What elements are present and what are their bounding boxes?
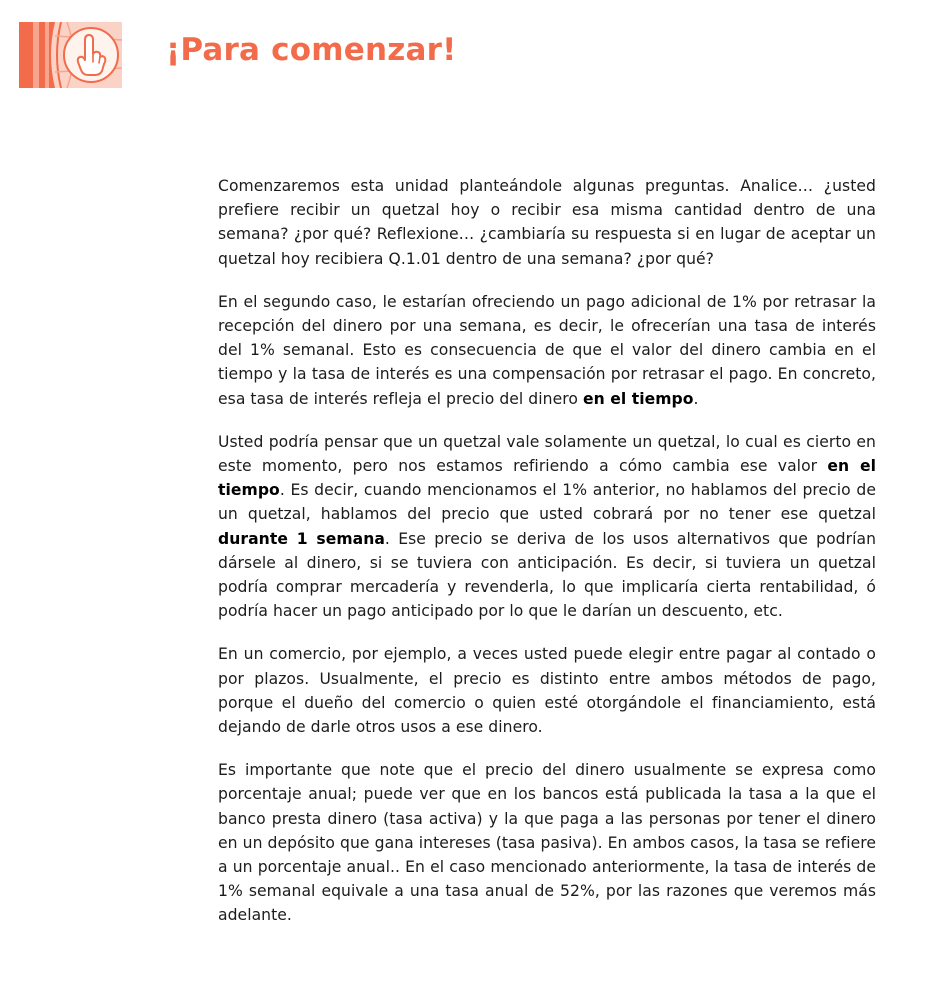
- text-run: . Ese precio se deriva de los usos alternativos que podrían dársele al dinero, si se tuviera con anticipación. Es decir, si tuviera un quetzal podría comprar mercadería y revenderla, lo que implicaría cierta rentabilidad, ó podría hacer un pago anticipado por lo que le darían un descuento, etc.: [218, 529, 877, 621]
- text-run: . Es decir, cuando mencionamos el 1% anterior, no hablamos del precio de un quetzal, hablamos del precio que usted cobrará por no tener ese quetzal: [218, 481, 876, 524]
- text-run: Es importante que note que el precio del dinero usualmente se expresa como porcentaje anual; puede ver que en los bancos está publicada la tasa a la que el banco presta dinero (tasa activa) y la que paga a las personas por tener el dinero en un depósito que gana intereses (tasa pasiva). En ambos casos, la tasa se refiere a un porcentaje anual.. En el caso mencionado anteriormente, la tasa de interés de 1% semanal equivale a una tasa anual de 52%, por las razones que veremos más adelante.: [218, 761, 876, 925]
- paragraph: [218, 174, 876, 271]
- text-run: En un comercio, por ejemplo, a veces usted puede elegir entre pagar al contado o por plazos. Usualmente, el precio es distinto entre ambos métodos de pago, porque el dueño del comercio o quien esté otorgándole el financiamiento, está dejando de darle otros usos a ese dinero.: [218, 645, 876, 737]
- text-run: En el segundo caso, le estarían ofreciendo un pago adicional de 1% por retrasar la recepción del dinero por una semana, es decir, le ofrecerían una tasa de interés del 1% semanal. Esto es consecuencia de que el valor del dinero cambia en el tiempo y la tasa de interés es una compensación por retrasar el pago. En concreto, esa tasa de interés refleja el precio del dinero: [218, 292, 876, 408]
- paragraph: [218, 758, 876, 927]
- pointing-hand-icon: [19, 22, 122, 88]
- text-run: Comenzaremos esta unidad planteándole algunas preguntas. Analice… ¿usted prefiere recibir un quetzal hoy o recibir esa misma cantidad dentro de una semana? ¿por qué? Reflexione… ¿cambiaría su respuesta si en lugar de aceptar un quetzal hoy recibiera Q.1.01 dentro de una semana? ¿por qué?: [218, 177, 876, 268]
- bold-text: durante 1 semana: [218, 529, 385, 548]
- paragraph: [218, 642, 876, 739]
- text-run: .: [693, 389, 699, 408]
- page-title: ¡Para comenzar!: [166, 32, 457, 68]
- body-text: [218, 174, 876, 947]
- paragraph: [218, 290, 876, 411]
- bold-text: en el tiempo: [218, 457, 876, 500]
- paragraph: [218, 430, 876, 624]
- section-header: [19, 22, 456, 88]
- bold-text: en el tiempo: [582, 389, 694, 408]
- text-run: Usted podría pensar que un quetzal vale solamente un quetzal, lo cual es cierto en este momento, pero nos estamos refiriendo a cómo cambia ese valor: [218, 432, 876, 476]
